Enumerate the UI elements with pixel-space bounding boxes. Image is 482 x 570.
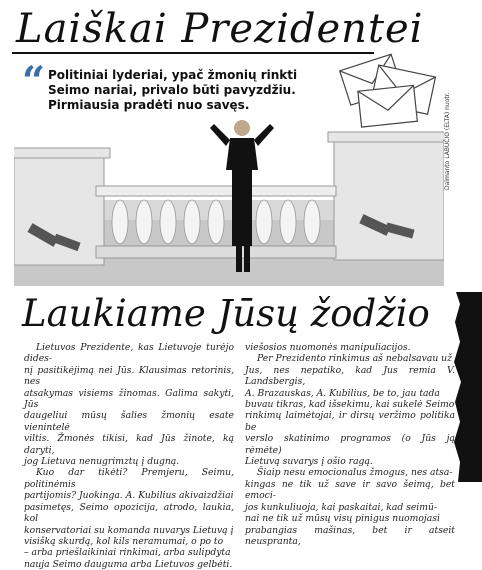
text-line: partijomis? Juokinga. A. Kubilius akivaizdžiai [24,490,234,502]
text-line: kingas ne tik už save ir savo šeimą, bet emoci- [245,478,455,502]
torn-paper-edge [448,292,482,482]
text-line: – arba priešlaikiniai rinkimai, arba sulipdyta [24,547,231,559]
quote-mark: “ [22,58,46,105]
text-line: Lietuvos Prezidente, kas Lietuvoje turėjo dides- [24,342,234,365]
pull-quote-line: Pirmiausia pradėti nuo savęs. [48,98,250,112]
text-line: Lietuvą suvarys į ošio ragą. [245,456,373,468]
balcony-photo [14,100,444,286]
pull-quote-line: Seimo nariai, privalo būti pavyzdžiu. [48,83,296,97]
masthead-title: Laiškai Prezidentei [16,6,424,52]
masthead [12,2,424,60]
text-line: Jus, nes nepatiko, kad Jus remia V. Landsbergis, [245,364,455,388]
text-line: konservatoriai su komanda nuvarys Lietuvą į [24,524,234,536]
text-line: Kuo dar tikėti? Premjeru, Seimu, politinėmis [24,467,234,490]
text-line: rinkimų laimėtojai, ir dirsų veržimo politika be [245,410,455,433]
photo-credit: Dalmanto LABUČIO (ELTA) nuotr. [444,92,451,190]
text-line: pasimetęs, Seimo opozicija, atrodo, laukia, kol [24,501,234,525]
masthead-rule [12,52,374,54]
text-line: Per Prezidento rinkimus aš nebalsavau už [257,353,452,365]
text-line: atsakymas visiems žinomas. Galima sakyti, Jūs [24,387,234,411]
article-column-right [245,342,455,547]
text-line: viešosios nuomonės manipuliacijos. [245,342,411,353]
pull-quote-line: Politiniai lyderiai, ypač žmonių rinkti [48,68,298,82]
text-line: visišką skurdą, kol kils neramumai, o po to [24,535,224,547]
text-line: Šiaip nesu emocionalus žmogus, nes atsa- [257,467,453,479]
text-line: jog Lietuva nenugrimztų į dugną. [24,456,180,468]
text-line: viltis. Žmonės tikisi, kad Jūs žinote, ką daryti, [24,433,234,456]
text-line: buvau tikras, kad išsekimu, kai sukelė Seimo [245,399,455,411]
text-line: nauja Seimo dauguma arba Lietuvos gelbėti. [24,558,233,570]
text-line: verslo skatinimo programos (o Jūs ją rėmėte) [245,433,455,456]
text-line: daugeliui mūsų šalies žmonių esate vienintelė [24,410,234,433]
headline: Laukiame Jūsų žodžio [22,292,430,335]
article-column-left [24,342,234,570]
text-line: A. Brazauskas, A. Kubilius, be to, jau tada [245,387,440,399]
text-line: nai ne tik už mūsų visų pinigus nuomojasi [245,513,440,525]
text-line: jos kunkuliuoja, kai paskaitai, kad seimū- [245,501,437,513]
text-line: nį pasitikėjimą nei Jūs. Klausimas retorinis, nes [24,364,234,388]
text-line: prabangias mašinas, bet ir atseit neuspranta, [245,524,455,547]
